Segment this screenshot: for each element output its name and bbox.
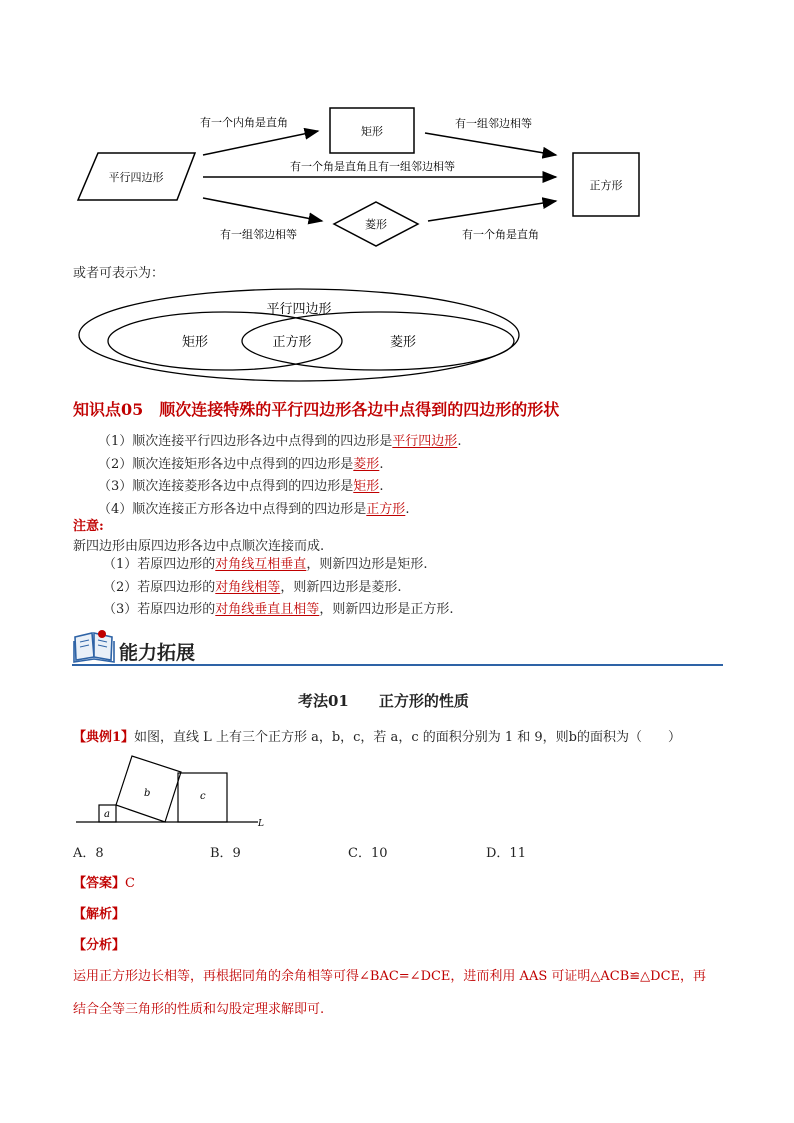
line-L-label: L bbox=[258, 819, 264, 829]
kp05-title: 知识点05 顺次连接特殊的平行四边形各边中点得到的四边形的形状 bbox=[73, 400, 560, 419]
note-item-2: （2）若原四边形的对角线相等，则新四边形是菱形. bbox=[103, 579, 402, 595]
parallelogram-label: 平行四边形 bbox=[108, 171, 164, 184]
cond-rhombus-square: 有一个角是直角 bbox=[462, 228, 539, 241]
method-title: 考法01 正方形的性质 bbox=[298, 692, 469, 710]
answer-label: 【答案】 bbox=[73, 876, 126, 891]
venn-diagram bbox=[0, 288, 794, 388]
venn-outer-label: 平行四边形 bbox=[266, 302, 332, 317]
example-tag: 【典例1】 bbox=[73, 730, 135, 745]
note-list bbox=[103, 554, 453, 622]
squares-figure bbox=[70, 752, 270, 830]
option-d: D．11 bbox=[486, 846, 526, 861]
kp05-item-3: （3）顺次连接菱形各边中点得到的四边形是矩形. bbox=[98, 479, 384, 494]
cond-para-square: 有一个角是直角且有一组邻边相等 bbox=[290, 160, 455, 173]
note-item-3: （3）若原四边形的对角线垂直且相等，则新四边形是正方形. bbox=[103, 602, 454, 617]
ability-rule bbox=[72, 664, 723, 666]
option-b: B．9 bbox=[210, 846, 241, 861]
kp05-list bbox=[98, 431, 461, 521]
note-item-1: （1）若原四边形的对角线互相垂直，则新四边形是矩形. bbox=[103, 557, 428, 572]
note-text: 新四边形由原四边形各边中点顺次连接而成. bbox=[73, 539, 325, 554]
cond-para-rect: 有一个内角是直角 bbox=[200, 116, 288, 129]
kp05-item-4: （4）顺次连接正方形各边中点得到的四边形是正方形. bbox=[98, 501, 410, 517]
square-c-label: c bbox=[200, 791, 206, 802]
example-question bbox=[73, 726, 681, 745]
venn-rect-label: 矩形 bbox=[181, 335, 209, 350]
fenxi-label: 【分析】 bbox=[73, 938, 126, 953]
answer-value: C bbox=[125, 876, 135, 891]
example-text: 如图，直线 L 上有三个正方形 a，b，c，若 a，c 的面积分别为 1 和 9，则b的面积为（ ） bbox=[134, 730, 681, 745]
kp05-item-2: （2）顺次连接矩形各边中点得到的四边形是菱形. bbox=[98, 456, 384, 472]
option-a: A．8 bbox=[73, 846, 104, 861]
arrow-rhombus-square bbox=[428, 201, 556, 221]
kp05-item-1: （1）顺次连接平行四边形各边中点得到的四边形是平行四边形. bbox=[98, 434, 462, 449]
square-a-label: a bbox=[104, 809, 110, 820]
arrow-para-rhombus bbox=[203, 198, 322, 221]
option-c: C．10 bbox=[348, 846, 388, 861]
analysis-label: 【解析】 bbox=[73, 907, 126, 922]
flow-diagram bbox=[0, 95, 794, 255]
alt-intro: 或者可表示为： bbox=[73, 266, 165, 281]
cond-rect-square: 有一组邻边相等 bbox=[455, 117, 532, 130]
note-label: 注意: bbox=[73, 519, 104, 534]
answer-line bbox=[73, 872, 135, 891]
square-b-label: b bbox=[144, 788, 151, 799]
rectangle-label: 矩形 bbox=[361, 125, 383, 138]
ability-title: 能力拓展 bbox=[119, 642, 196, 664]
arrow-rect-square bbox=[425, 133, 556, 155]
venn-square-label: 正方形 bbox=[272, 335, 312, 350]
arrow-para-rect bbox=[203, 131, 318, 155]
cond-para-rhombus: 有一组邻边相等 bbox=[220, 228, 297, 241]
venn-rhombus-label: 菱形 bbox=[389, 335, 417, 350]
square-label: 正方形 bbox=[589, 179, 623, 192]
fenxi-line-1: 运用正方形边长相等，再根据同角的余角相等可得∠BAC=∠DCE，进而利用 AAS 可证明△ACB≌△DCE，再 bbox=[73, 969, 707, 984]
fenxi-line-2: 结合全等三角形的性质和勾股定理求解即可. bbox=[73, 1002, 325, 1017]
book-icon bbox=[72, 629, 116, 663]
rhombus-label: 菱形 bbox=[365, 218, 387, 231]
